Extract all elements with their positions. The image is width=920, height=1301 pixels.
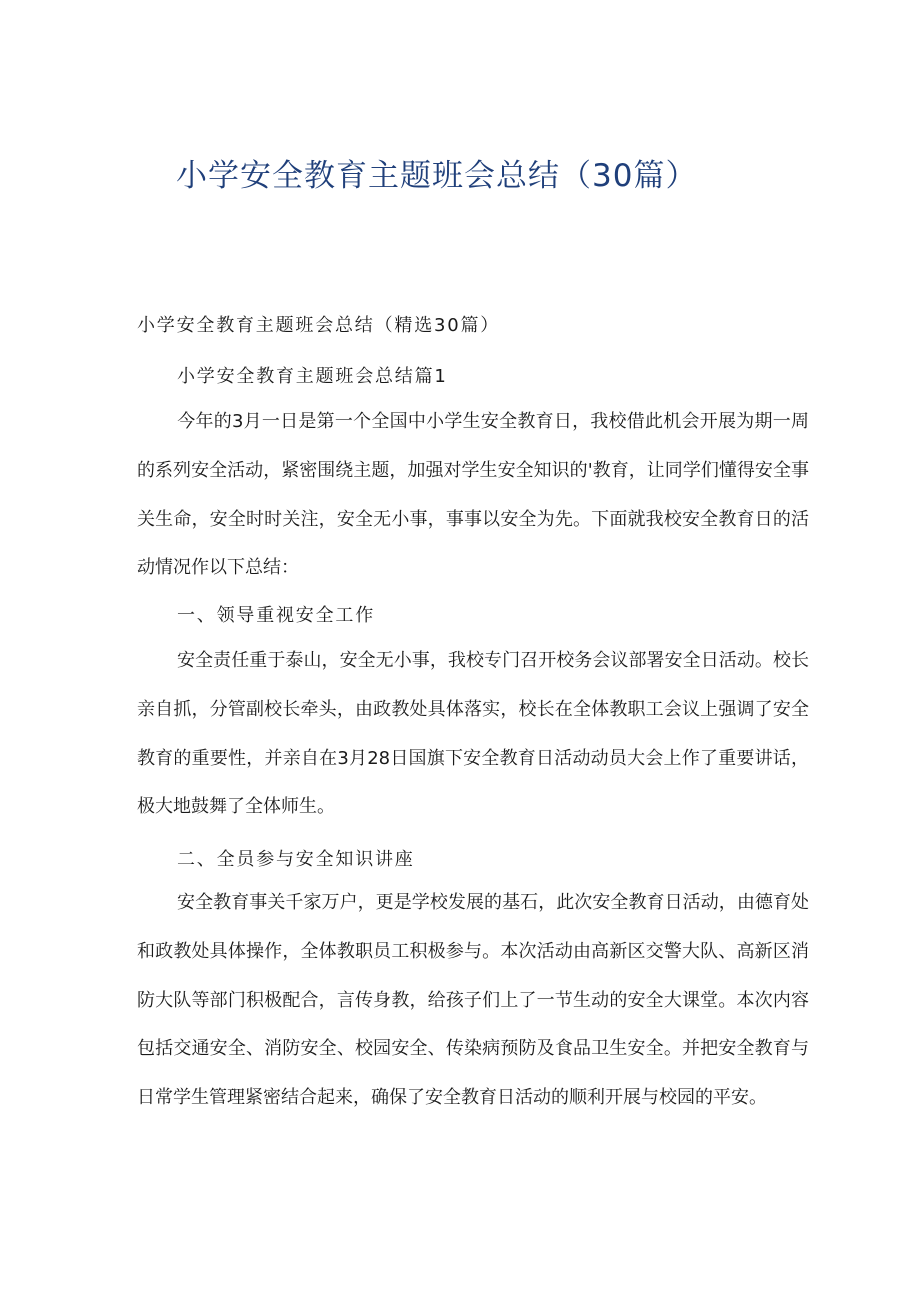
lecture-text: 安全教育事关千家万户，更是学校发展的基石，此次安全教育日活动，由德育处和政教处具体操作，全体教职员工积极参与。本次活动由高新区交警大队、高新区消防大队等部门积极配合，言传身教，给孩子们上了一节生动的安全大课堂。本次内容包括交通安全、消防安全、校园安全、传染病预防及食品卫生安全。并把安全教育与日常学生管理紧密结合起来，确保了安全教育日活动的顺利开展与校园的平安。 bbox=[137, 892, 809, 1109]
document-title: 小学安全教育主题班会总结（30篇） bbox=[176, 158, 698, 194]
heading-lecture: 二、全员参与安全知识讲座 bbox=[177, 849, 415, 870]
section-title: 小学安全教育主题班会总结篇1 bbox=[177, 366, 448, 387]
document-subtitle: 小学安全教育主题班会总结（精选30篇） bbox=[137, 315, 501, 336]
lecture-paragraph bbox=[137, 879, 809, 1123]
leadership-paragraph bbox=[137, 637, 809, 832]
intro-text: 今年的3月一日是第一个全国中小学生安全教育日，我校借此机会开展为期一周的系列安全活动，紧密围绕主题，加强对学生安全知识的'教育，让同学们懂得安全事关生命，安全时时关注，安全无小事，事事以安全为先。下面就我校安全教育日的活动情况作以下总结： bbox=[137, 411, 809, 579]
leadership-text: 安全责任重于泰山，安全无小事，我校专门召开校务会议部署安全日活动。校长亲自抓，分管副校长牵头，由政教处具体落实，校长在全体教职工会议上强调了安全教育的重要性，并亲自在3月28日国旗下安全教育日活动动员大会上作了重要讲话，极大地鼓舞了全体师生。 bbox=[137, 650, 809, 818]
heading-leadership: 一、领导重视安全工作 bbox=[177, 605, 375, 626]
intro-paragraph bbox=[137, 398, 809, 593]
